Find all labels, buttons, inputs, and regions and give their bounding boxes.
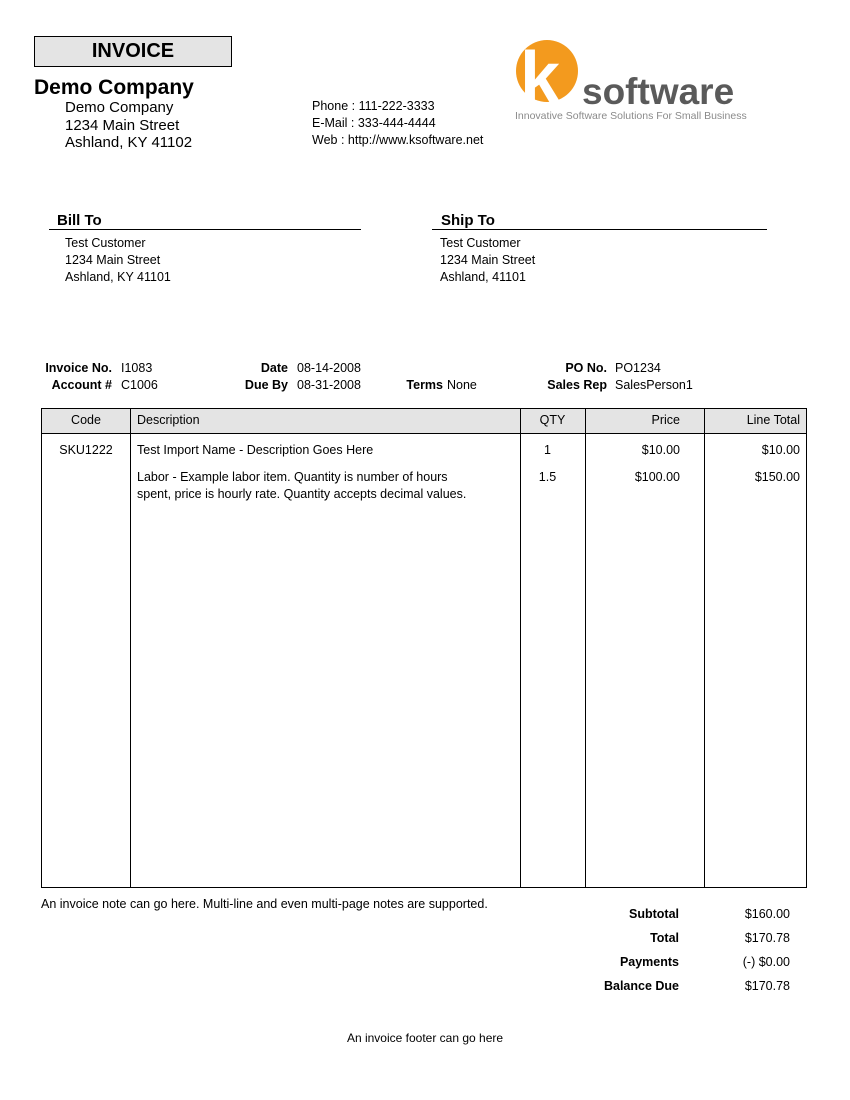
- ship-to-heading: Ship To: [441, 212, 495, 229]
- row-1-price: $10.00: [641, 443, 680, 457]
- account-label: Account #: [51, 378, 112, 392]
- subtotal-label: Subtotal: [629, 907, 679, 921]
- header-line-total: Line Total: [746, 413, 800, 427]
- terms-label: Terms: [406, 378, 443, 392]
- due-by-label: Due By: [244, 378, 288, 392]
- ship-to-rule: [432, 229, 767, 230]
- bill-to-heading: Bill To: [57, 212, 102, 229]
- header-price: Price: [651, 413, 680, 427]
- bill-to-line-2: 1234 Main Street: [65, 253, 161, 267]
- row-1-qty: 1: [544, 443, 551, 457]
- row-1-description: Test Import Name - Description Goes Here: [137, 443, 374, 457]
- invoice-title: INVOICE: [34, 36, 232, 67]
- ship-to-line-2: 1234 Main Street: [440, 253, 536, 267]
- due-by-value: 08-31-2008: [297, 378, 361, 392]
- total-label: Total: [650, 931, 679, 945]
- logo-tagline: Innovative Software Solutions For Small Business: [515, 110, 747, 122]
- company-web: Web : http://www.ksoftware.net: [312, 133, 484, 147]
- row-2-price: $100.00: [634, 470, 680, 484]
- company-address-line-2: 1234 Main Street: [65, 117, 180, 134]
- logo-word: software: [582, 71, 735, 112]
- po-no-value: PO1234: [615, 361, 661, 375]
- company-name: Demo Company: [34, 76, 194, 99]
- header-code: Code: [71, 413, 101, 427]
- invoice-no-label: Invoice No.: [45, 361, 112, 375]
- bill-to-line-1: Test Customer: [65, 236, 146, 250]
- payments-value: (-) $0.00: [742, 955, 790, 969]
- row-1-line-total: $10.00: [761, 443, 800, 457]
- balance-due-value: $170.78: [744, 979, 790, 993]
- row-2-line-total: $150.00: [754, 470, 800, 484]
- logo-letter: k: [520, 38, 561, 118]
- column-divider: [130, 409, 131, 887]
- header-description: Description: [137, 413, 200, 427]
- subtotal-value: $160.00: [744, 907, 790, 921]
- date-label: Date: [260, 361, 288, 375]
- line-items-table: [41, 408, 807, 888]
- ksoftware-logo: [514, 38, 754, 124]
- company-phone: Phone : 111-222-3333: [312, 99, 435, 113]
- date-value: 08-14-2008: [297, 361, 361, 375]
- invoice-no-value: I1083: [121, 361, 153, 375]
- invoice-footer: An invoice footer can go here: [346, 1031, 504, 1045]
- total-value: $170.78: [744, 931, 790, 945]
- bill-to-line-3: Ashland, KY 41101: [65, 270, 171, 284]
- company-email: E-Mail : 333-444-4444: [312, 116, 436, 130]
- invoice-note: An invoice note can go here. Multi-line and even multi-page notes are supported.: [41, 897, 488, 911]
- header-qty: QTY: [539, 413, 566, 427]
- terms-value: None: [447, 378, 477, 392]
- bill-to-rule: [49, 229, 361, 230]
- account-value: C1006: [121, 378, 158, 392]
- company-address-line-1: Demo Company: [65, 99, 174, 116]
- row-2-description-line-1: Labor - Example labor item. Quantity is number of hours: [137, 470, 448, 484]
- ship-to-line-3: Ashland, 41101: [440, 270, 526, 284]
- row-1-code: SKU1222: [59, 443, 113, 457]
- sales-rep-value: SalesPerson1: [615, 378, 693, 392]
- sales-rep-label: Sales Rep: [547, 378, 607, 392]
- ship-to-line-1: Test Customer: [440, 236, 521, 250]
- company-address-line-3: Ashland, KY 41102: [65, 134, 193, 151]
- row-2-description-line-2: spent, price is hourly rate. Quantity accepts decimal values.: [137, 487, 467, 501]
- balance-due-label: Balance Due: [603, 979, 679, 993]
- payments-label: Payments: [619, 955, 679, 969]
- row-2-qty: 1.5: [538, 470, 557, 484]
- po-no-label: PO No.: [565, 361, 607, 375]
